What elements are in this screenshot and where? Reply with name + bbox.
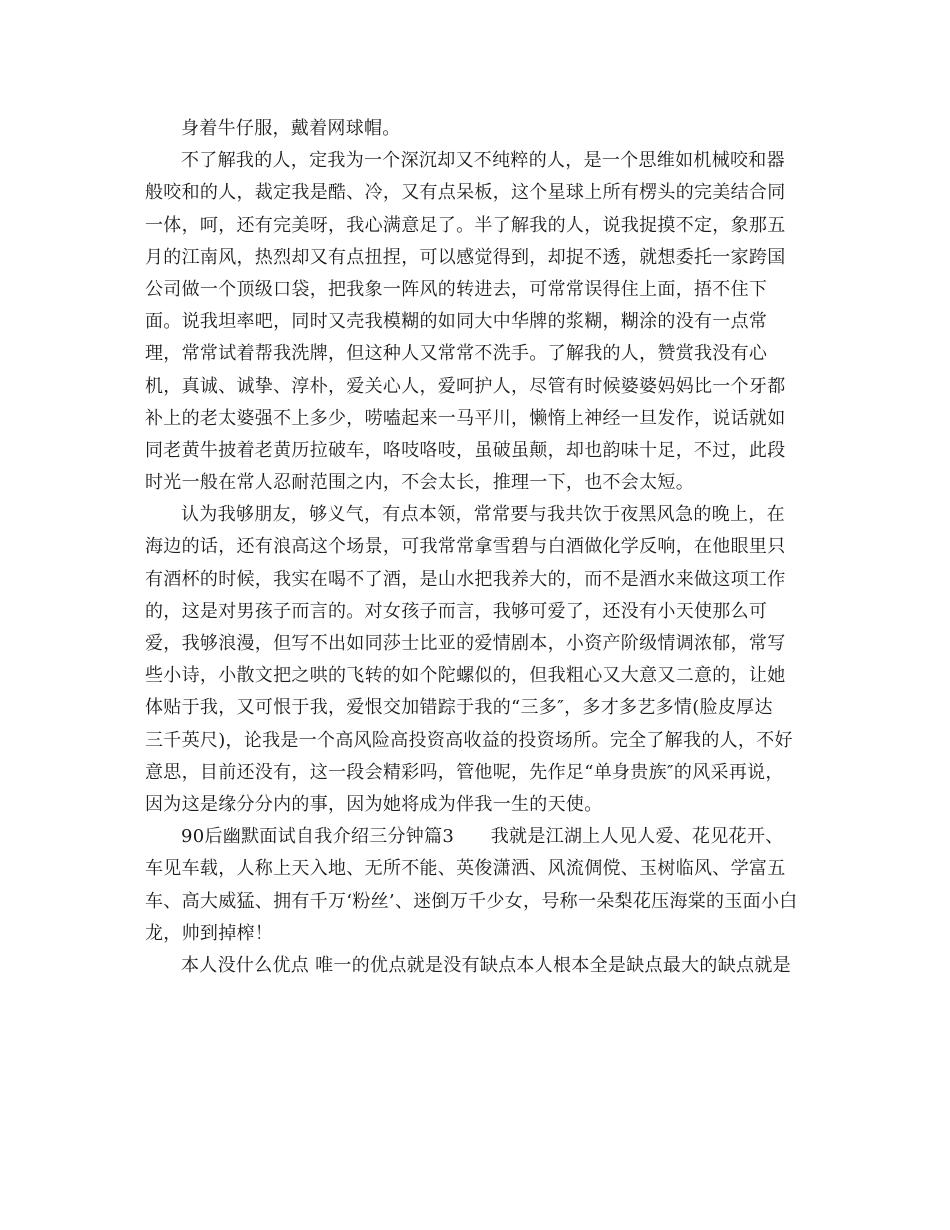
document-body <box>145 113 807 982</box>
text-line: 车、高大威猛、拥有千万‘粉丝’、迷倒万千少女，号称一朵梨花压海棠的玉面小白 <box>145 890 798 912</box>
text-line: 时光一般在常人忍耐范围之内，不会太长，推理一下，也不会太短。 <box>145 472 694 494</box>
text-line: 龙，帅到掉榨！ <box>145 922 274 944</box>
text-line: 的，这是对男孩子而言的。对女孩子而言，我够可爱了，还没有小天使那么可 <box>145 600 768 622</box>
text-line: 车见车载，人称上天入地、无所不能、英俊潇洒、风流倜傥、玉树临风、学富五 <box>145 858 786 880</box>
text-line: 同老黄牛披着老黄历拉破车，咯吱咯吱，虽破虽颠，却也韵味十足，不过，此段 <box>145 439 786 461</box>
text-line: 月的江南风，热烈却又有点扭捏，可以感觉得到，却捉不透，就想委托一家跨国 <box>145 246 786 268</box>
text-line: 面。说我坦率吧，同时又壳我模糊的如同大中华牌的浆糊，糊涂的没有一点常 <box>145 311 768 333</box>
text-line: 理，常常试着帮我洗牌，但这种人又常常不洗手。了解我的人，赞赏我没有心 <box>145 343 768 365</box>
text-line: 海边的话，还有浪高这个场景，可我常常拿雪碧与白酒做化学反响，在他眼里只 <box>145 536 786 558</box>
text-line: 体贴于我，又可恨于我，爱恨交加错踪于我的“三多″，多才多艺多情(脸皮厚达 <box>145 697 773 719</box>
text-line: 因为这是缘分分内的事，因为她将成为伴我一生的天使。 <box>145 793 603 815</box>
text-line: 爱，我够浪漫，但写不出如同莎士比亚的爱情剧本，小资产阶级情调浓郁，常写 <box>145 633 786 654</box>
text-line: 一体，呵，还有完美呀，我心满意足了。半了解我的人，说我捉摸不定，象那五 <box>145 214 786 236</box>
text-line: 些小诗，小散文把之哄的飞转的如个陀螺似的，但我粗心又大意又二意的，让她 <box>145 665 786 687</box>
text-line: 机，真诚、诚挚、淳朴，爱关心人，爱呵护人，尽管有时候婆婆妈妈比一个牙都 <box>145 375 786 397</box>
text-line: 认为我够朋友，够义气，有点本领，常常要与我共饮于夜黑风急的晚上，在 <box>181 504 785 526</box>
text-line: 有酒杯的时候，我实在喝不了酒，是山水把我养大的，而不是酒水来做这项工作 <box>145 568 786 590</box>
text-line: 本人没什么优点 唯一的优点就是没有缺点本人根本全是缺点最大的缺点就是 <box>181 954 791 976</box>
text-line: 身着牛仔服，戴着网球帽。 <box>181 118 401 139</box>
text-line: 公司做一个顶级口袋，把我象一阵风的转进去，可常常误得住上面，捂不住下 <box>145 278 768 300</box>
text-line: 三千英尺)，论我是一个高风险高投资高收益的投资场所。完全了解我的人，不好 <box>145 729 793 751</box>
text-line: 意思，目前还没有，这一段会精彩吗，管他呢，先作足“单身贵族″的风采再说， <box>145 761 784 783</box>
text-line: 般咬和的人，裁定我是酷、冷，又有点呆板，这个星球上所有楞头的完美结合同 <box>145 182 786 204</box>
text-line: 不了解我的人，定我为一个深沉却又不纯粹的人，是一个思维如机械咬和器 <box>181 150 785 172</box>
text-line: 补上的老太婆强不上多少，唠嗑起来一马平川，懒惰上神经一旦发作，说话就如 <box>145 407 786 429</box>
text-line: 90后幽默面试自我介绍三分钟篇3 我就是江湖上人见人爱、花见花开、 <box>181 826 784 848</box>
